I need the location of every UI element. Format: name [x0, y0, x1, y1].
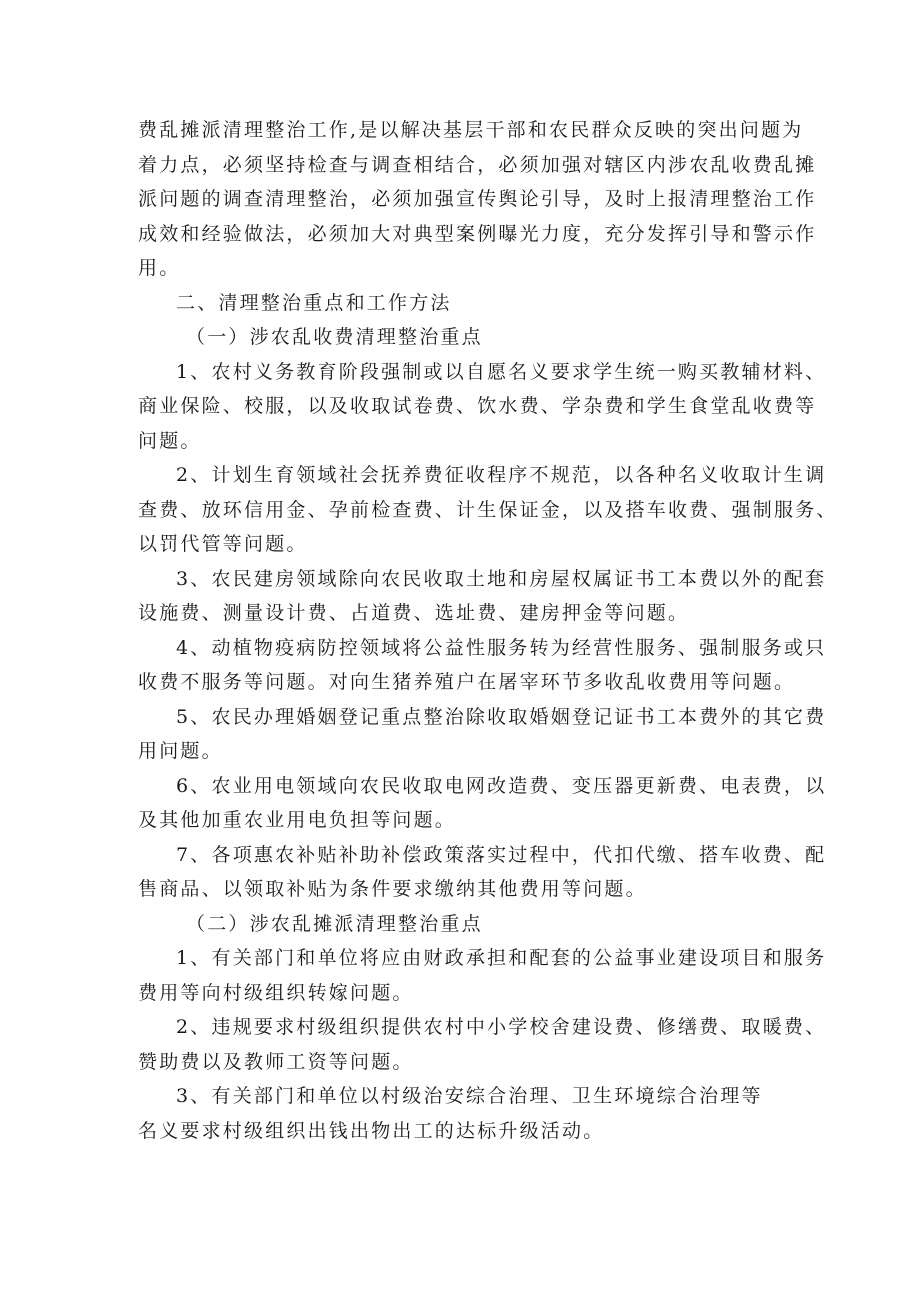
- section-heading: 二、清理整治重点和工作方法: [176, 291, 452, 314]
- list-item-line: 问题。: [138, 429, 202, 452]
- body-line: 着力点，必须坚持检查与调查相结合，必须加强对辖区内涉农乱收费乱摊: [138, 153, 817, 176]
- body-line: 派问题的调查清理整治，必须加强宣传舆论引导，及时上报清理整治工作: [138, 188, 817, 210]
- list-item-line: 2、违规要求村级组织提供农村中小学校舍建设费、修缮费、取暖费、: [176, 1016, 827, 1038]
- subsection-heading: （一）涉农乱收费清理整治重点: [186, 326, 483, 348]
- list-item-line: 商业保险、校服，以及收取试卷费、饮水费、学杂费和学生食堂乱收费等: [138, 395, 817, 417]
- list-item-line: 6、农业用电领域向农民收取电网改造费、变压器更新费、电表费，以: [176, 774, 827, 797]
- list-item-line: 以罚代管等问题。: [138, 533, 308, 555]
- list-item-line: 售商品、以领取补贴为条件要求缴纳其他费用等问题。: [138, 878, 647, 900]
- list-item-line: 1、有关部门和单位将应由财政承担和配套的公益事业建设项目和服务: [176, 947, 827, 969]
- list-item-line: 7、各项惠农补贴补助补偿政策落实过程中，代扣代缴、搭车收费、配: [176, 843, 827, 866]
- body-line: 用。: [138, 257, 181, 279]
- list-item-line: 设施费、测量设计费、占道费、选址费、建房押金等问题。: [138, 602, 690, 624]
- list-item-line: 查费、放环信用金、孕前检查费、计生保证金，以及搭车收费、强制服务、: [138, 498, 838, 521]
- list-item-line: 2、计划生育领域社会抚养费征收程序不规范，以各种名义收取计生调: [176, 464, 827, 486]
- list-item-line: 3、农民建房领域除向农民收取土地和房屋权属证书工本费以外的配套: [176, 567, 827, 590]
- list-item-line: 3、有关部门和单位以村级治安综合治理、卫生环境综合治理等: [176, 1085, 763, 1107]
- subsection-heading: （二）涉农乱摊派清理整治重点: [186, 912, 483, 935]
- list-item-line: 4、动植物疫病防控领域将公益性服务转为经营性服务、强制服务或只: [176, 636, 827, 659]
- document-body: [138, 113, 838, 1148]
- list-item-line: 1、农村义务教育阶段强制或以自愿名义要求学生统一购买教辅材料、: [176, 360, 827, 383]
- list-item-line: 费用等向村级组织转嫁问题。: [138, 981, 414, 1004]
- list-item-line: 5、农民办理婚姻登记重点整治除收取婚姻登记证书工本费外的其它费: [176, 705, 827, 728]
- body-line: 费乱摊派清理整治工作,是以解决基层干部和农民群众反映的突出问题为: [138, 119, 804, 141]
- list-item-line: 及其他加重农业用电负担等问题。: [138, 809, 457, 831]
- list-item-line: 名义要求村级组织出钱出物出工的达标升级活动。: [138, 1119, 605, 1142]
- list-item-line: 收费不服务等问题。对向生猪养殖户在屠宰环节多收乱收费用等问题。: [138, 671, 796, 693]
- body-line: 成效和经验做法，必须加大对典型案例曝光力度，充分发挥引导和警示作: [138, 222, 817, 245]
- list-item-line: 赞助费以及教师工资等问题。: [138, 1050, 414, 1073]
- list-item-line: 用问题。: [138, 740, 223, 762]
